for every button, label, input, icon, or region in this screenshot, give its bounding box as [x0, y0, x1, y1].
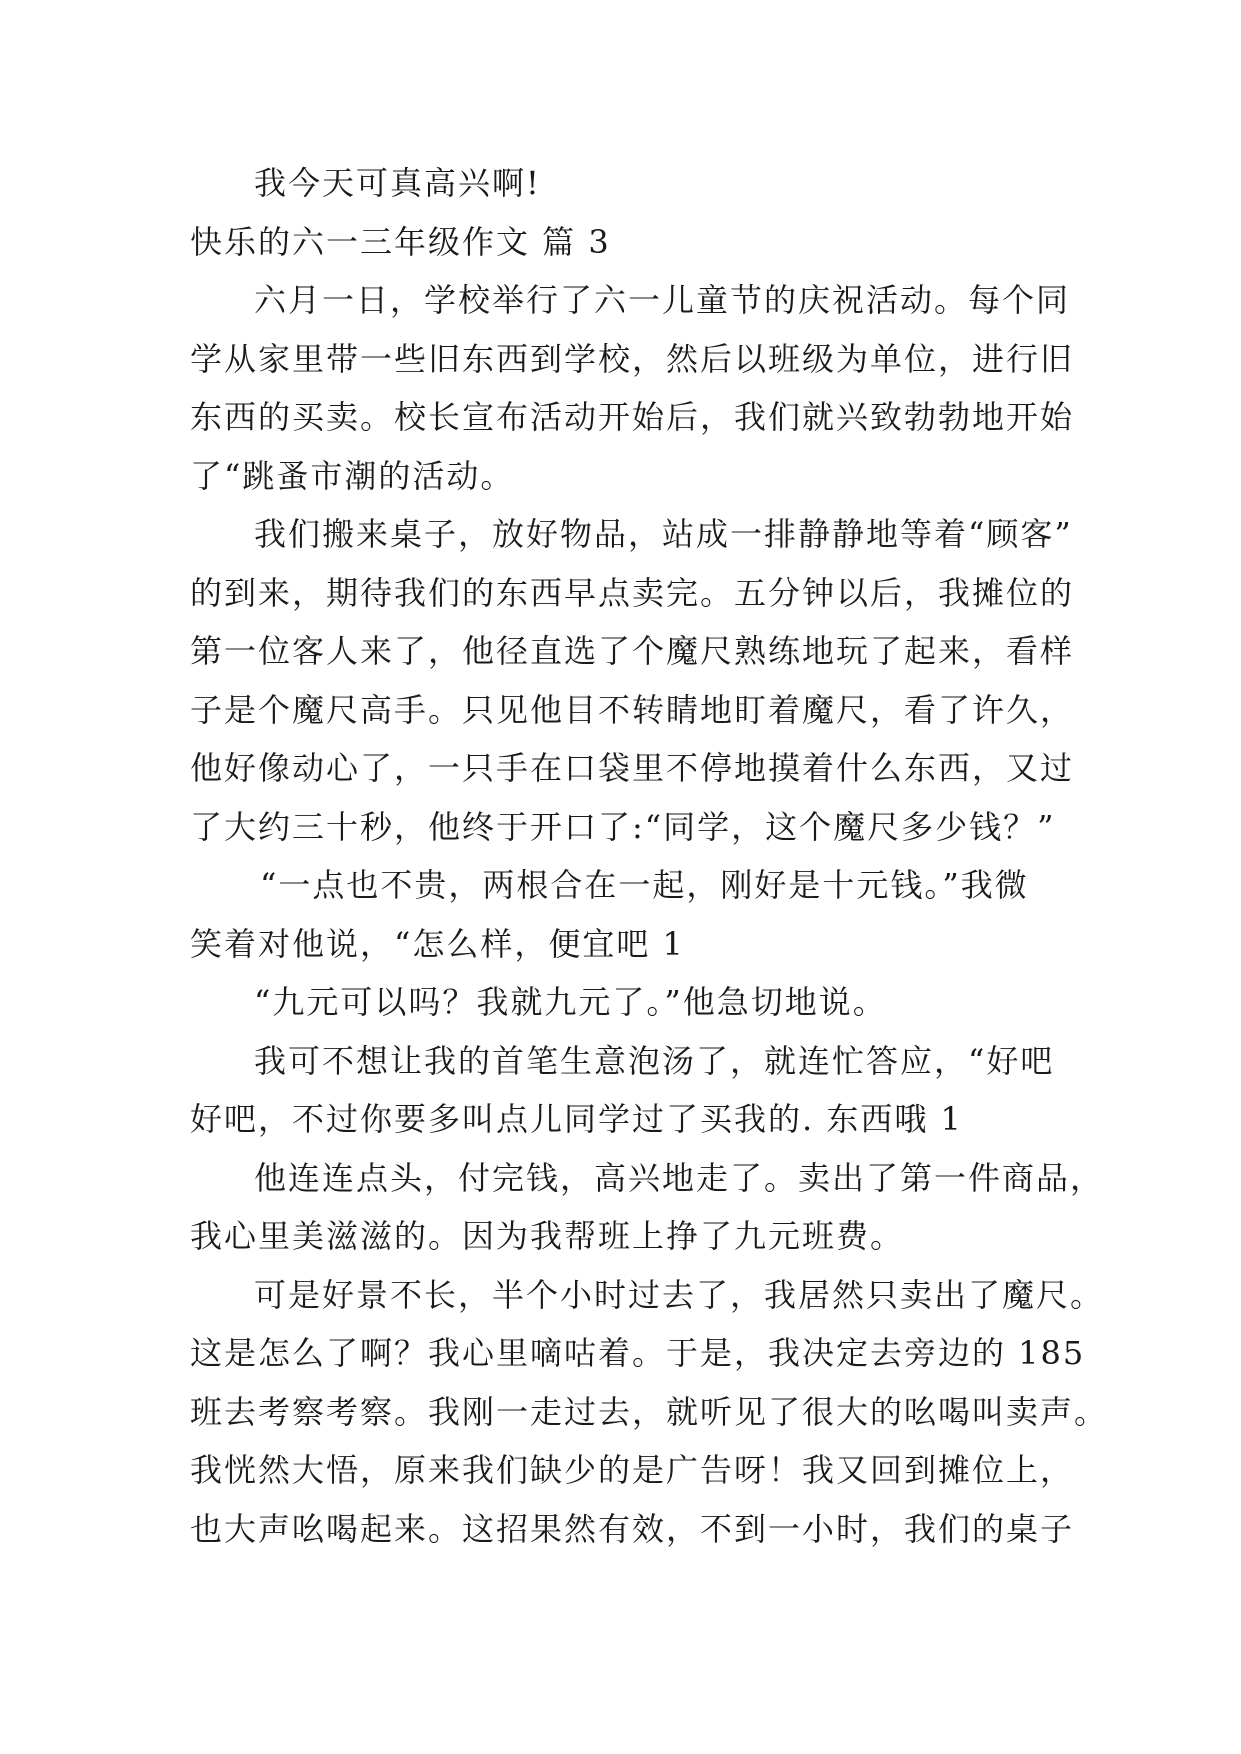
paragraph-line: 的到来，期待我们的东西早点卖完。五分钟以后，我摊位的 [190, 573, 1075, 612]
section-title: 快乐的六一三年级作文 篇 3 [190, 222, 611, 261]
paragraph-line: “一点也不贵，两根合在一起，刚好是十元钱。”我微 [260, 866, 1029, 904]
paragraph-line: 他好像动心了，一只手在口袋里不停地摸着什么东西，又过 [190, 749, 1075, 787]
paragraph-line: 他连连点头，付完钱，高兴地走了。卖出了第一件商品， [254, 1158, 1105, 1197]
paragraph-line: 第一位客人来了，他径直选了个魔尺熟练地玩了起来，看样 [190, 632, 1075, 670]
paragraph-line: 我恍然大悟，原来我们缺少的是广告呀！我又回到摊位上， [190, 1451, 1075, 1489]
paragraph-line: 六月一日，学校举行了六一儿童节的庆祝活动。每个同 [254, 281, 1071, 319]
paragraph-line: 可是好景不长，半个小时过去了，我居然只卖出了魔尺。 [254, 1275, 1105, 1314]
paragraph-line: “九元可以吗？我就九元了。”他急切地说。 [254, 983, 887, 1021]
paragraph-line: 好吧，不过你要多叫点儿同学过了买我的. 东西哦 1 [190, 1100, 963, 1138]
paragraph-line: 笑着对他说，“怎么样，便宜吧 1 [190, 924, 685, 963]
paragraph-line: 我今天可真高兴啊! [254, 164, 541, 202]
essay-text [190, 154, 1109, 1558]
paragraph-line: 这是怎么了啊？我心里嘀咕着。于是，我决定去旁边的 185 [190, 1334, 1086, 1372]
paragraph-line: 我可不想让我的首笔生意泡汤了，就连忙答应，“好吧 [254, 1041, 1055, 1080]
paragraph-line: 也大声吆喝起来。这招果然有效，不到一小时，我们的桌子 [190, 1509, 1075, 1548]
paragraph-line: 我们搬来桌子，放好物品，站成一排静静地等着“顾客” [254, 515, 1073, 553]
paragraph-line: 子是个魔尺高手。只见他目不转睛地盯着魔尺，看了许久， [190, 690, 1075, 729]
paragraph-line: 了“跳蚤市潮的活动。 [190, 456, 515, 495]
paragraph-line: 班去考察考察。我刚一走过去，就听见了很大的吆喝叫卖声。 [190, 1392, 1109, 1431]
paragraph-line: 学从家里带一些旧东西到学校，然后以班级为单位，进行旧 [190, 339, 1075, 378]
paragraph-line: 东西的买卖。校长宣布活动开始后，我们就兴致勃勃地开始 [190, 398, 1075, 436]
paragraph-line: 我心里美滋滋的。因为我帮班上挣了九元班费。 [190, 1217, 905, 1255]
paragraph-line: 了大约三十秒，他终于开口了:“同学，这个魔尺多少钱？” [190, 807, 1056, 846]
